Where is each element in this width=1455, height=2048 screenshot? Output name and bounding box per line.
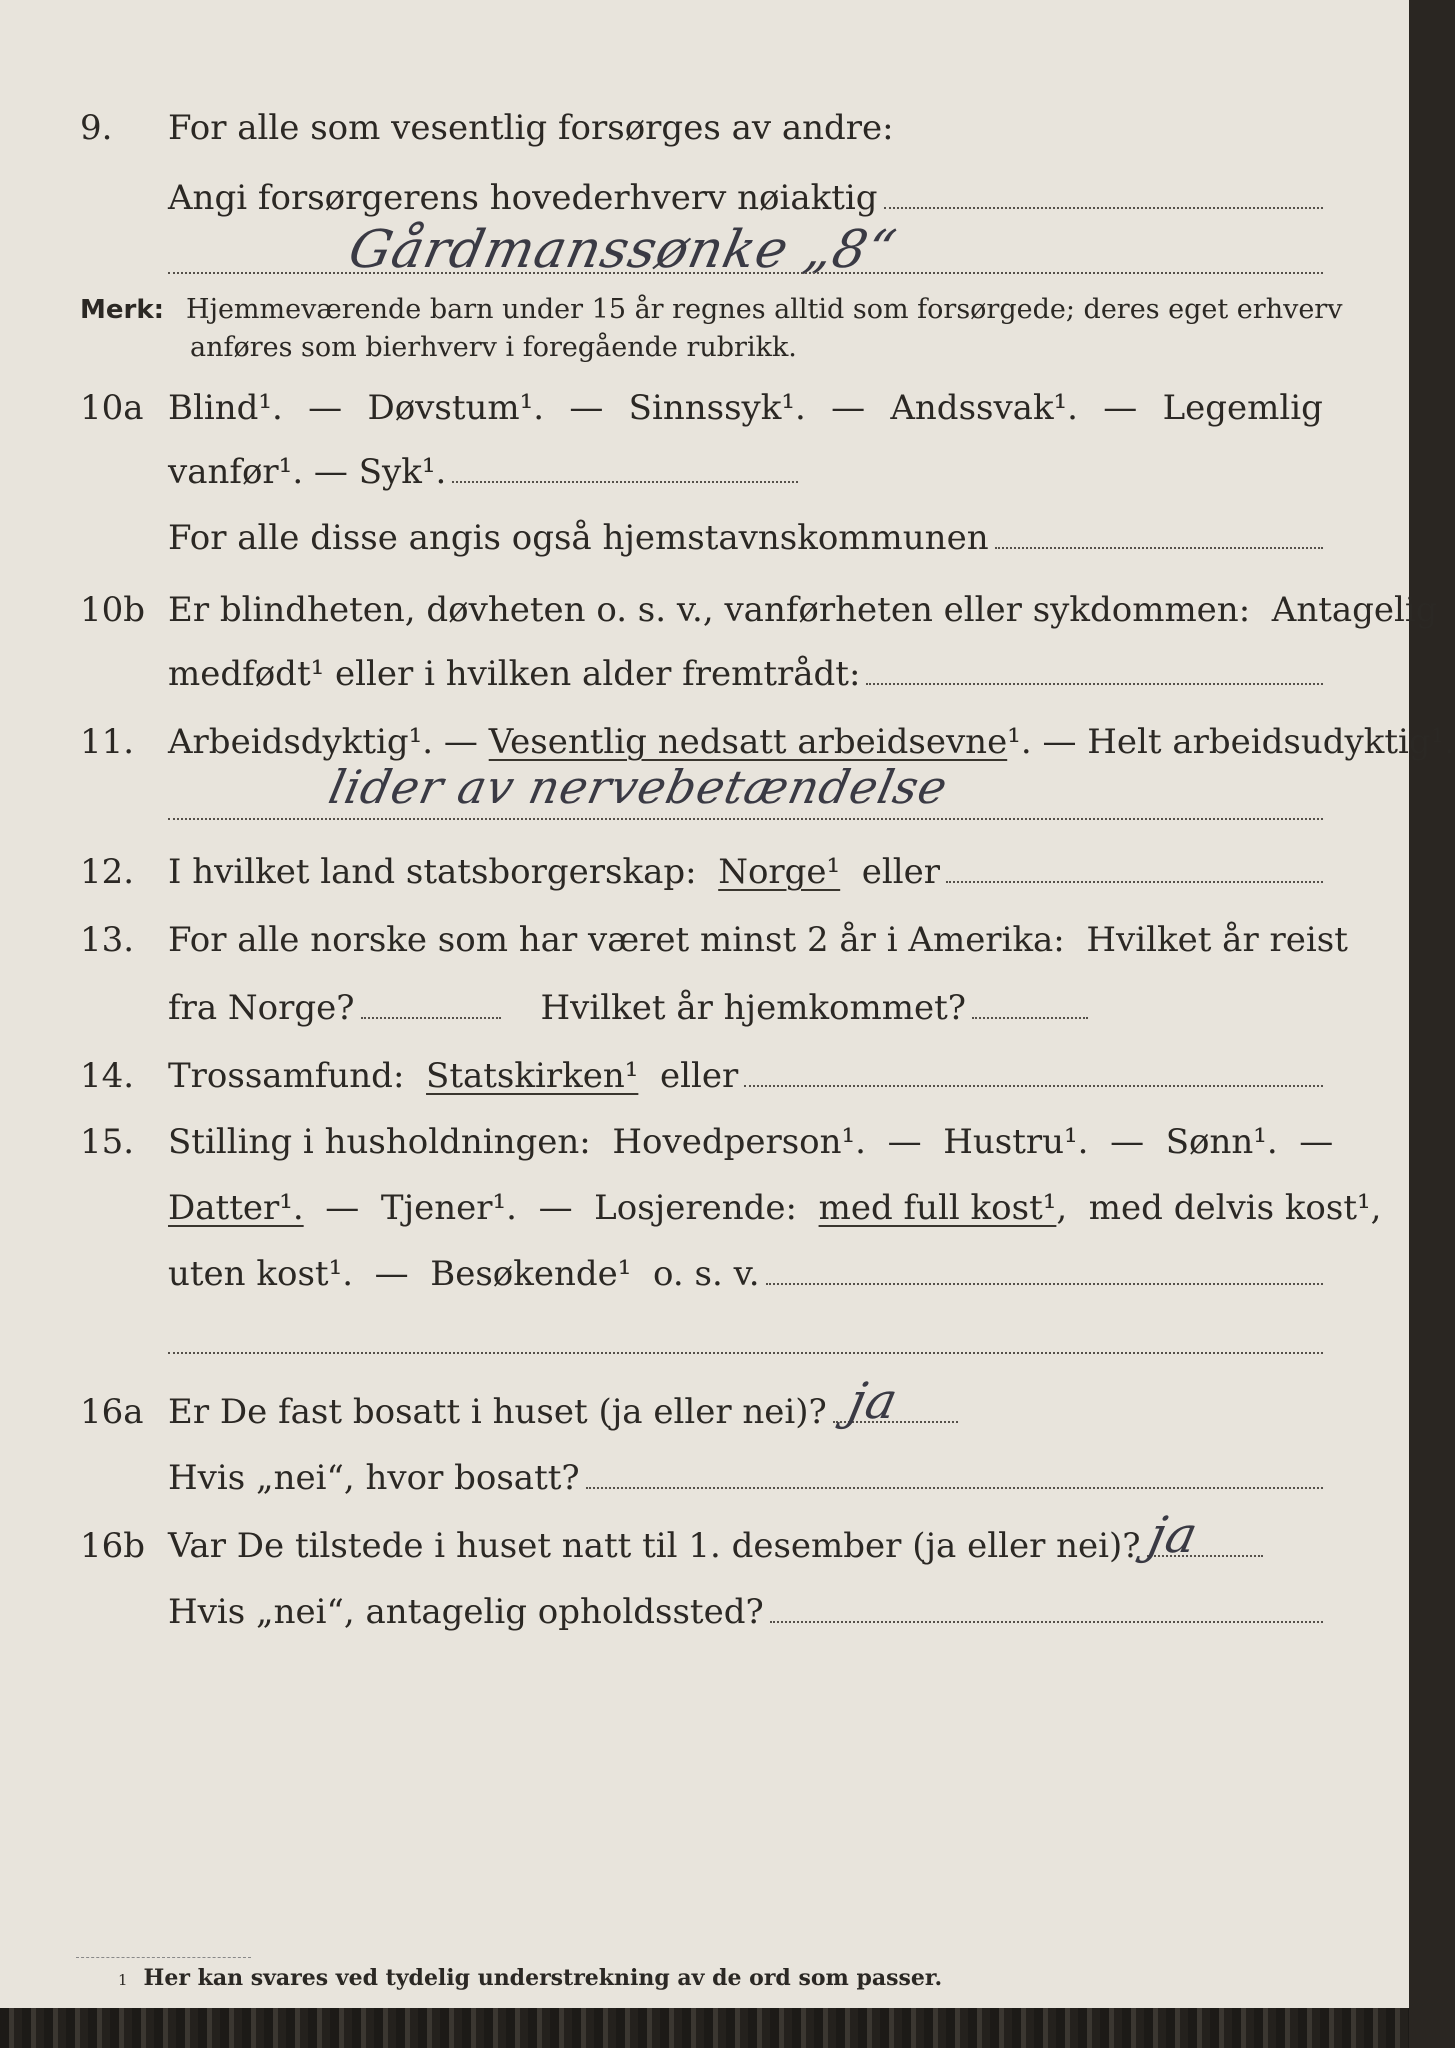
q11-number: 11. — [80, 722, 135, 762]
q9-text: For alle som vesentlig forsørges av andre: — [168, 108, 894, 148]
q16b-leader-2 — [770, 1620, 1323, 1623]
q12-option-norge-selected: Norge¹ — [718, 852, 841, 892]
q10a-number: 10a — [80, 388, 144, 428]
q10a-text-2: vanfør¹. — Syk¹. — [168, 452, 447, 492]
q14-line — [168, 1056, 1323, 1096]
q10b-line2 — [168, 654, 1323, 694]
q15-text-3: uten kost¹. — Besøkende¹ o. s. v. — [168, 1254, 760, 1294]
q9-text-2: Angi forsørgerens hovederhverv nøiaktig — [168, 178, 878, 218]
q11-line1 — [168, 722, 1455, 762]
q11-option-nedsatt-selected: Vesentlig nedsatt arbeidsevne — [488, 722, 1008, 762]
footnote-separator — [76, 1957, 251, 1958]
q9-line1 — [168, 108, 894, 148]
q11-option-arbeidsdyktig: Arbeidsdyktig¹. — [168, 722, 444, 762]
q15-line1 — [168, 1122, 1334, 1162]
q10a-dash: — — [831, 388, 866, 428]
scan-edge-strip — [0, 2008, 1409, 2048]
q13-number: 13. — [80, 920, 135, 960]
q11-answer-line — [168, 818, 1323, 820]
q16b-handwritten-answer: ja — [1143, 1506, 1204, 1564]
q10a-dash: — — [1103, 388, 1138, 428]
q16a-text-2: Hvis „nei“, hvor bosatt? — [168, 1458, 580, 1498]
q10a-option-sinnssyk: Sinnssyk¹. — [628, 388, 806, 428]
q16a-line1 — [168, 1392, 958, 1432]
q16b-line2 — [168, 1592, 1323, 1632]
q12-text: I hvilket land statsborgerskap: — [168, 852, 719, 892]
q10b-text: Er blindheten, døvheten o. s. v., vanførheten eller sykdommen: Antagelig — [168, 590, 1438, 630]
merk-text: Hjemmeværende barn under 15 år regnes alltid som forsørgede; deres eget erhverv — [186, 294, 1343, 325]
q11-option-udyktig: Helt arbeidsudyktig¹. — [1087, 722, 1455, 762]
q11-handwritten-answer: lider av nervebetændelse — [324, 760, 953, 814]
q13-line1 — [168, 920, 1348, 960]
q13-text: For alle norske som har været minst 2 år i Amerika: Hvilket år reist — [168, 920, 1348, 960]
q16b-text: Var De tilstede i huset natt til 1. desember (ja eller nei)? — [168, 1526, 1141, 1566]
q10a-option-andssvak: Andssvak¹. — [890, 388, 1078, 428]
q10a-line3 — [168, 518, 1323, 558]
q13-leader — [361, 1016, 501, 1019]
q10a-text-3: For alle disse angis også hjemstavnskommunen — [168, 518, 989, 558]
q16b-line1 — [168, 1526, 1263, 1566]
q9-leader — [884, 206, 1323, 209]
q10a-line1 — [168, 388, 1323, 428]
q15-text: Stilling i husholdningen: Hovedperson¹. — Hustru¹. — Sønn¹. — — [168, 1122, 1334, 1162]
q10b-number: 10b — [80, 590, 146, 630]
q12-text-after: eller — [840, 852, 941, 892]
q10a-option-dovstum: Døvstum¹. — [367, 388, 545, 428]
q16b-text-2: Hvis „nei“, antagelig opholdssted? — [168, 1592, 764, 1632]
q16a-handwritten-answer: ja — [843, 1372, 904, 1430]
q10a-dash: — — [569, 388, 604, 428]
q13-line2 — [168, 988, 1088, 1028]
q16b-number: 16b — [80, 1526, 146, 1566]
q15-option-full-kost-selected: med full kost¹ — [818, 1188, 1057, 1228]
q14-text: Trossamfund: — [168, 1056, 427, 1096]
q10a-option-legemlig: Legemlig — [1162, 388, 1323, 428]
q15-number: 15. — [80, 1122, 135, 1162]
q15-leader — [766, 1282, 1323, 1285]
q15-extra-line — [168, 1352, 1323, 1354]
q13-text-2a: fra Norge? — [168, 988, 355, 1028]
q15-line3 — [168, 1254, 1323, 1294]
footnote — [118, 1964, 942, 1994]
footnote-text: Her kan svares ved tydelig understrekning av de ord som passer. — [143, 1965, 943, 1991]
q14-text-after: eller — [638, 1056, 739, 1096]
q15-text-2b: , med delvis kost¹, — [1056, 1188, 1382, 1228]
merk-label: Merk: — [80, 295, 165, 325]
q15-line2 — [168, 1188, 1382, 1228]
q10a-dash: — — [308, 388, 343, 428]
q9-number: 9. — [80, 108, 113, 148]
q10a-leader — [452, 480, 798, 483]
q12-leader — [946, 880, 1323, 883]
q16a-text: Er De fast bosatt i huset (ja eller nei)? — [168, 1392, 827, 1432]
q9-line2 — [168, 178, 1323, 218]
q11-dash: ¹. — — [1007, 722, 1088, 762]
q9-answer-line — [168, 272, 1323, 274]
q16a-line2 — [168, 1458, 1323, 1498]
q12-line — [168, 852, 1323, 892]
q15-text-2a: — Tjener¹. — Losjerende: — [303, 1188, 819, 1228]
q10b-text-2: medfødt¹ eller i hvilken alder fremtrådt: — [168, 654, 861, 694]
q16a-number: 16a — [80, 1392, 144, 1432]
q10a-leader-2 — [995, 546, 1323, 549]
q13-text-2b: Hvilket år hjemkommet? — [540, 988, 967, 1028]
q10a-option-blind: Blind¹. — [168, 388, 283, 428]
q11-dash: — — [443, 722, 489, 762]
q14-option-statskirken-selected: Statskirken¹ — [426, 1056, 639, 1096]
merk-note-line1 — [80, 292, 1343, 328]
q16a-leader-2 — [586, 1486, 1323, 1489]
q15-option-datter-selected: Datter¹. — [168, 1188, 304, 1228]
merk-text-2: anføres som bierhverv i foregående rubrikk. — [190, 332, 797, 363]
q9-handwritten-answer: Gårdmanssønke „8“ — [343, 220, 902, 280]
q10b-leader — [866, 682, 1323, 685]
q14-leader — [744, 1084, 1323, 1087]
q13-leader-2 — [972, 1016, 1088, 1019]
merk-note-line2 — [190, 330, 797, 366]
q10a-line2 — [168, 452, 798, 492]
q10b-line1 — [168, 590, 1438, 630]
footnote-marker: 1 — [118, 1971, 128, 1989]
q14-number: 14. — [80, 1056, 135, 1096]
q12-number: 12. — [80, 852, 135, 892]
